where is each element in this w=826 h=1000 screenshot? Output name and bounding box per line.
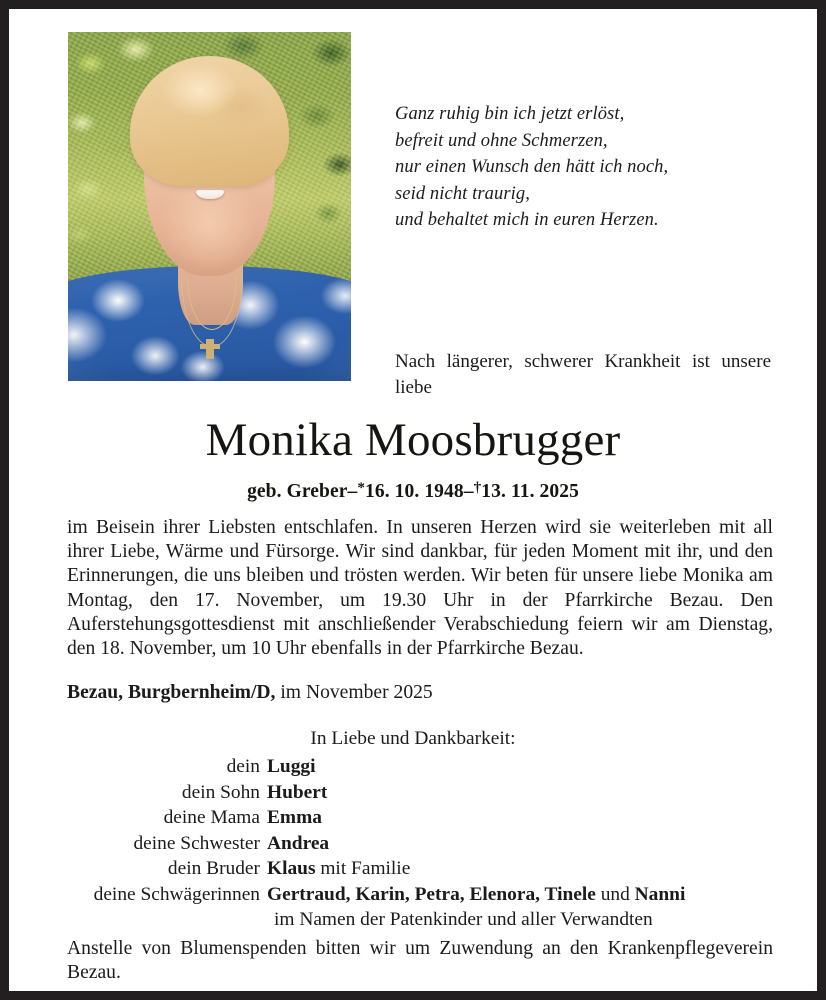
photo-vignette — [68, 32, 351, 381]
family-name — [267, 780, 327, 806]
deceased-dates — [9, 479, 817, 503]
family-row — [9, 754, 826, 780]
family-name — [267, 882, 685, 908]
family-name — [267, 856, 410, 882]
family-relation: deine Schwester — [133, 832, 260, 854]
obituary-body-text: im Beisein ihrer Liebsten entschlafen. In unseren Herzen wird sie weiterleben mit all ihrer Liebe, Wärme und Fürsorge. Wir sind dankbar, für jeden Moment mit ihr, und den Erinnerungen, die uns bleiben und trösten werden. Wir beten für unsere liebe Monika am Montag, den 17. November, um 19.30 Uhr in der Pfarrkirche Bezau. Den Auferstehungsgottesdienst mit anschließender Verabschiedung feiern wir am Dienstag, den 18. November, um 10 Uhr ebenfalls in der Pfarrkirche Bezau. — [67, 517, 773, 660]
poem-line-5: und behaltet mich in euren Herzen. — [395, 210, 659, 230]
family-name — [267, 754, 316, 780]
family-relation: deine Schwägerinnen — [93, 883, 260, 905]
family-name-bold: Emma — [267, 807, 322, 828]
place-date: im November 2025 — [280, 682, 433, 703]
portrait-photo — [68, 32, 351, 381]
family-row-closing — [9, 907, 826, 933]
family-relation: deine Mama — [163, 807, 260, 828]
family-dedication-heading: In Liebe und Dankbarkeit: — [310, 728, 516, 749]
family-row — [9, 831, 826, 857]
memorial-poem — [395, 101, 755, 234]
family-row — [9, 856, 826, 882]
place-names: Bezau, Burgbernheim/D, — [67, 682, 276, 703]
dates-separator-2: – — [463, 481, 474, 503]
family-row — [9, 805, 826, 831]
death-date: 13. 11. 2025 — [481, 481, 579, 503]
family-name-bold: Andrea — [267, 832, 330, 854]
poem-line-3: nur einen Wunsch den hätt ich noch, — [395, 157, 669, 177]
family-name — [267, 805, 322, 831]
family-relation: dein Sohn — [181, 781, 260, 803]
donation-request-text: Anstelle von Blumenspenden bitten wir um Zuwendung an den Krankenpflegeverein Bezau. — [67, 938, 773, 984]
birth-date: 16. 10. 1948 — [365, 481, 464, 503]
dates-separator-1: – — [347, 481, 358, 503]
intro-text: Nach längerer, schwerer Krankheit ist unsere liebe — [395, 351, 771, 398]
poem-line-2: befreit und ohne Schmerzen, — [395, 130, 608, 151]
poem-line-4: seid nicht traurig, — [395, 183, 530, 204]
maiden-name: geb. Greber — [247, 481, 348, 503]
family-name-bold: Klaus — [267, 858, 316, 879]
family-relation: dein — [226, 756, 260, 777]
family-name-suffix: mit Familie — [315, 858, 411, 879]
family-name — [267, 831, 329, 857]
family-row — [9, 882, 826, 908]
family-relation: dein Bruder — [167, 858, 260, 879]
notice-inner — [9, 9, 817, 991]
deceased-name: Monika Moosbrugger — [205, 414, 621, 466]
place-and-date-line — [67, 681, 773, 705]
family-name-bold: Luggi — [267, 756, 316, 777]
family-name-bold-extra: Nanni — [634, 883, 686, 905]
family-name-suffix: und — [595, 883, 635, 905]
family-name-bold: Gertraud, Karin, Petra, Elenora, Tinele — [267, 883, 596, 905]
family-members-list — [9, 754, 826, 933]
family-closing-line: im Namen der Patenkinder und aller Verwandten — [274, 909, 653, 930]
birth-symbol-icon: * — [357, 479, 366, 496]
family-row — [9, 780, 826, 806]
poem-line-1: Ganz ruhig bin ich jetzt erlöst, — [395, 104, 625, 124]
family-name-bold: Hubert — [267, 781, 328, 803]
cross-symbol-icon: † — [473, 479, 482, 496]
